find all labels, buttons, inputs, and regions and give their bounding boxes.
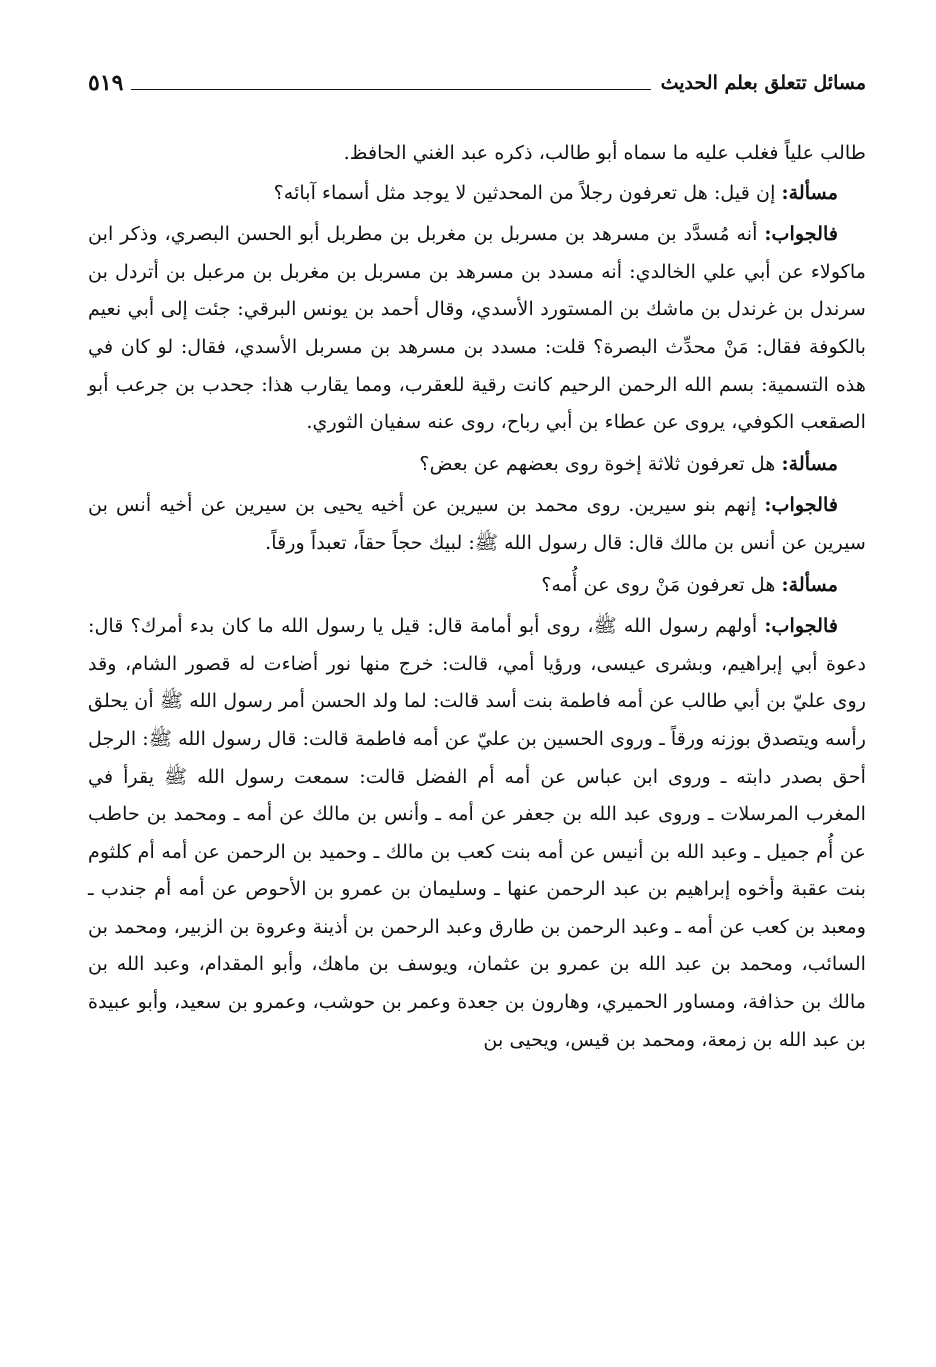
paragraph bbox=[88, 134, 866, 172]
page-body bbox=[88, 134, 866, 1058]
answer-text: أولهم رسول الله ﷺ، روى أبو أمامة قال: قيل يا رسول الله ما كان بدء أمرك؟ قال: دعوة أبي إبراهيم، وبشرى عيسى، ورؤيا أمي، قالت: خرج منها نور أضاءت له قصور الشام، وقد روى عليّ بن أبي طالب عن أمه فاطمة بنت أسد قالت: لما ولد الحسن أمر رسول الله ﷺ أن يحلق رأسه ويتصدق بوزنه ورقاً ـ وروى الحسين بن عليّ عن أمه فاطمة قالت: قال رسول الله ﷺ: الرجل أحق بصدر دابته ـ وروى ابن عباس عن أمه أم الفضل قالت: سمعت رسول الله ﷺ يقرأ في المغرب المرسلات ـ وروى عبد الله بن جعفر عن أمه ـ وأنس بن مالك عن أمه ـ ومحمد بن حاطب عن أُم جميل ـ وعبد الله بن أنيس عن أمه بنت كعب بن مالك ـ وحميد بن الرحمن عن أمه أم كلثوم بنت عقبة وأخوه إبراهيم بن عبد الرحمن عنها ـ وسليمان بن عمرو بن الأحوص عن أمه أم جندب ـ ومعبد بن كعب عن أمه ـ وعبد الرحمن بن طارق وعبد الرحمن بن أذينة وعروة بن الزبير، ومحمد بن السائب، ومحمد بن عبد الله بن عمرو بن عثمان، ويوسف بن ماهك، وأبو المقدام، وعبد الله بن مالك بن حذافة، ومساور الحميري، وهارون بن جعدة وعمر بن حوشب، وعمرو بن سعيد، وأبو عبيدة بن عبد الله بن زمعة، ومحمد بن قيس، ويحيى بن bbox=[88, 614, 866, 1051]
question-text: إن قيل: هل تعرفون رجلاً من المحدثين لا يوجد مثل أسماء آبائه؟ bbox=[273, 180, 782, 204]
running-title: مسائل تتعلق بعلم الحديث bbox=[660, 72, 866, 94]
question-label: مسألة: bbox=[781, 451, 838, 475]
answer-text: إنهم بنو سيرين. روى محمد بن سيرين عن أخيه يحيى بن سيرين عن أخيه أنس بن سيرين عن أنس بن مالك قال: قال رسول الله ﷺ: لبيك حجاً حقاً، تعبداً ورقاً. bbox=[88, 493, 866, 554]
question-paragraph bbox=[88, 174, 866, 212]
question-label: مسألة: bbox=[781, 572, 838, 596]
question-label: مسألة: bbox=[781, 180, 838, 204]
question-text: هل تعرفون مَنْ روى عن أُمه؟ bbox=[541, 572, 782, 596]
question-text: هل تعرفون ثلاثة إخوة روى بعضهم عن بعض؟ bbox=[419, 451, 782, 475]
answer-label: فالجواب: bbox=[764, 493, 838, 517]
question-paragraph bbox=[88, 445, 866, 483]
answer-paragraph bbox=[88, 215, 866, 441]
answer-paragraph bbox=[88, 607, 866, 1058]
paragraph-text: طالب علياً فغلب عليه ما سماه أبو طالب، ذكره عبد الغني الحافظ. bbox=[343, 141, 866, 164]
answer-text: أنه مُسدَّد بن مسرهد بن مسربل بن مغربل بن مطربل أبو الحسن البصري، وذكر ابن ماكولاء عن أبي علي الخالدي: أنه مسدد بن مسرهد بن مسربل بن مغربل بن مرعبل بن أتردل بن سرندل بن غرندل بن ماشك بن المستورد الأسدي، وقال أحمد بن يونس البرقي: جئت إلى أبي نعيم بالكوفة فقال: مَنْ محدِّث البصرة؟ قلت: مسدد بن مسرهد بن مسربل الأسدي، فقال: لو كان في هذه التسمية: بسم الله الرحمن الرحيم كانت رقية للعقرب، ومما يقارب هذا: جحدب بن جرعب أبو الصقعب الكوفي، يروى عن عطاء بن أبي رباح، روى عنه سفيان الثوري. bbox=[88, 222, 866, 434]
book-page bbox=[88, 56, 866, 1058]
page-number: ٥١٩ bbox=[88, 70, 124, 96]
question-paragraph bbox=[88, 566, 866, 604]
header-rule bbox=[131, 89, 650, 90]
answer-paragraph bbox=[88, 486, 866, 561]
answer-label: فالجواب: bbox=[764, 614, 838, 638]
page-header bbox=[88, 56, 866, 98]
answer-label: فالجواب: bbox=[764, 222, 838, 246]
